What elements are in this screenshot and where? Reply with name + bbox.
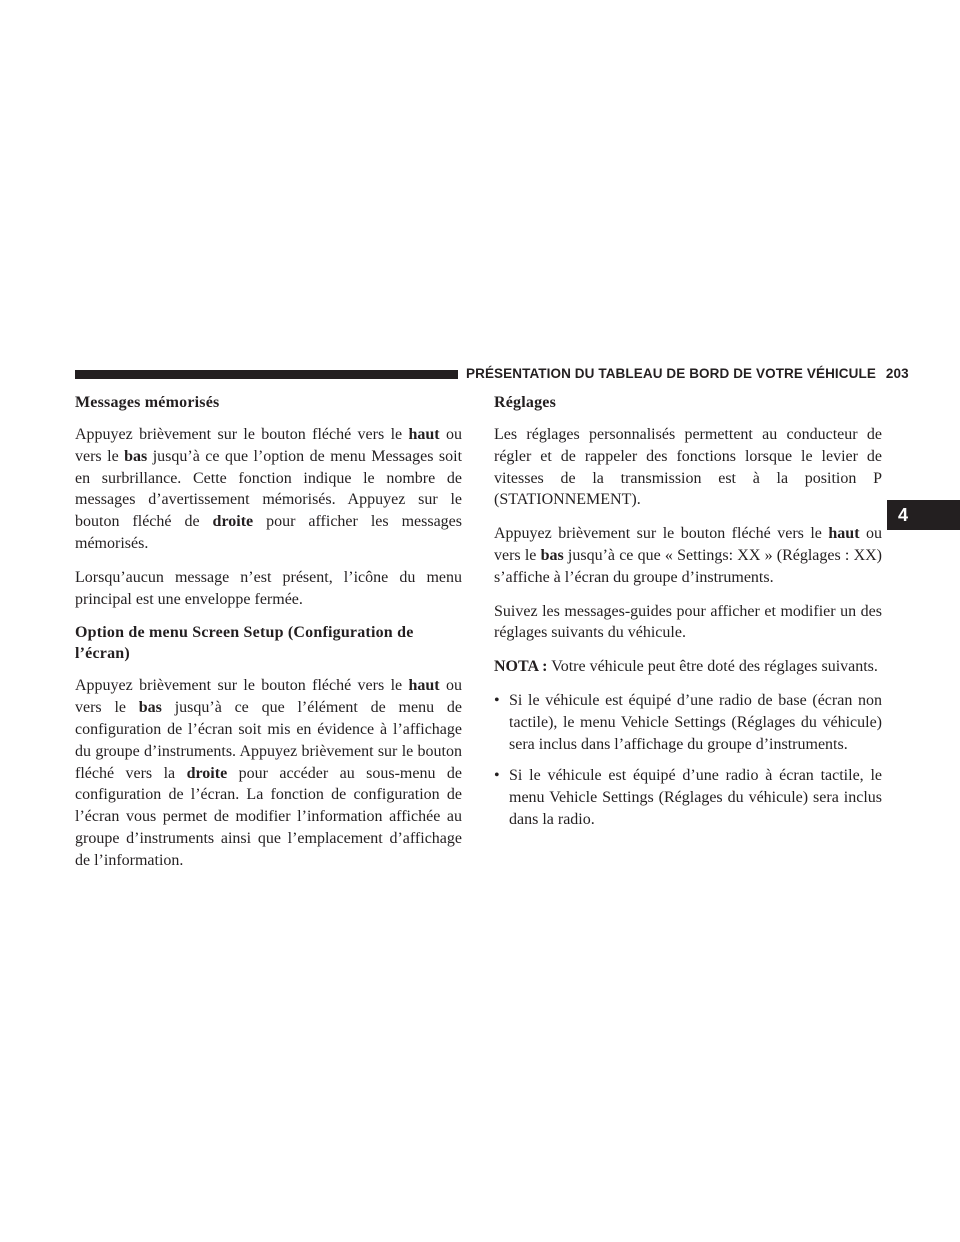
- paragraph-reglages-guides: Suivez les messages-guides pour afficher et modifier un des réglages suivants du véhicule.: [494, 602, 882, 642]
- text-run: pour accéder au sous-menu de configuration de l’écran. La fonction de configuration de l’écran vous permet de modifier l’information affichée au groupe d’instruments ainsi que l’emplacement d’affichage de l’information.: [75, 764, 463, 869]
- chapter-tab: 4: [887, 500, 960, 530]
- bold-term: bas: [540, 546, 564, 564]
- text-run: Appuyez brièvement sur le bouton fléché vers le: [75, 426, 409, 443]
- text-run: jusqu’à ce que l’élément de menu de configuration de l’écran soit mis en évidence à l’affichage du groupe d’instruments. Appuyez brièvement sur le bouton fléché vers la: [75, 699, 462, 782]
- bold-term: haut: [408, 426, 440, 443]
- bold-term: droite: [212, 513, 254, 531]
- text-run: Appuyez brièvement sur le bouton fléché vers le: [75, 677, 409, 695]
- bold-term: bas: [138, 699, 162, 717]
- text-run: jusqu’à ce que « Settings: XX » (Réglages : XX) s’affiche à l’écran du groupe d’instruments.: [494, 546, 883, 586]
- right-column: [494, 392, 882, 841]
- paragraph-envelope: Lorsqu’aucun message n’est présent, l’icône du menu principal est une enveloppe fermée.: [75, 568, 462, 608]
- heading-messages-memorises: Messages mémorisés: [75, 394, 220, 411]
- list-item-text: Si le véhicule est équipé d’une radio à écran tactile, le menu Vehicle Settings (Réglages du véhicule) sera inclus dans la radio.: [509, 767, 882, 828]
- running-header: [466, 366, 909, 381]
- header-rule: [75, 370, 458, 379]
- list-item: [494, 690, 882, 755]
- bold-term: droite: [186, 764, 228, 782]
- paragraph-reglages-buttons: [494, 523, 882, 588]
- text-run: Appuyez brièvement sur le bouton fléché vers le: [494, 525, 829, 543]
- list-item: [494, 765, 882, 830]
- bullet-icon: •: [494, 691, 500, 709]
- text-run: ou vers le: [75, 426, 462, 465]
- paragraph-messages: [75, 424, 462, 555]
- heading-reglages: Réglages: [494, 394, 557, 411]
- bold-term: haut: [408, 677, 440, 695]
- page-number: 203: [885, 366, 909, 381]
- bullet-icon: •: [494, 767, 500, 785]
- left-column: [75, 392, 462, 884]
- heading-screen-setup: Option de menu Screen Setup (Configuration de l’écran): [75, 624, 414, 663]
- note-label: NOTA :: [494, 658, 548, 676]
- list-item-text: Si le véhicule est équipé d’une radio de base (écran non tactile), le menu Vehicle Settings (Réglages du véhicule) sera inclus dans l’affichage du groupe d’instruments.: [509, 691, 882, 753]
- bold-term: haut: [828, 525, 860, 543]
- note-paragraph: [494, 656, 882, 678]
- text-run: jusqu’à ce que l’option de menu Messages soit en surbrillance. Cette fonction indique le nombre de messages d’avertissement mémorisés. Appuyez sur le bouton fléché de: [75, 447, 463, 531]
- paragraph-screen-setup: [75, 675, 462, 871]
- text-run: ou vers le: [75, 677, 462, 717]
- bold-term: bas: [124, 447, 148, 465]
- paragraph-reglages-intro: Les réglages personnalisés permettent au conducteur de régler et de rappeler des fonctions lorsque le levier de vitesses de la transmission est à la position P (STATIONNEMENT).: [494, 426, 882, 509]
- text-run: ou vers le: [494, 525, 882, 564]
- settings-bullet-list: [494, 690, 882, 831]
- text-run: pour afficher les messages mémorisés.: [75, 513, 463, 552]
- note-text: Votre véhicule peut être doté des réglages suivants.: [547, 658, 878, 676]
- section-title: PRÉSENTATION DU TABLEAU DE BORD DE VOTRE VÉHICULE: [466, 366, 876, 381]
